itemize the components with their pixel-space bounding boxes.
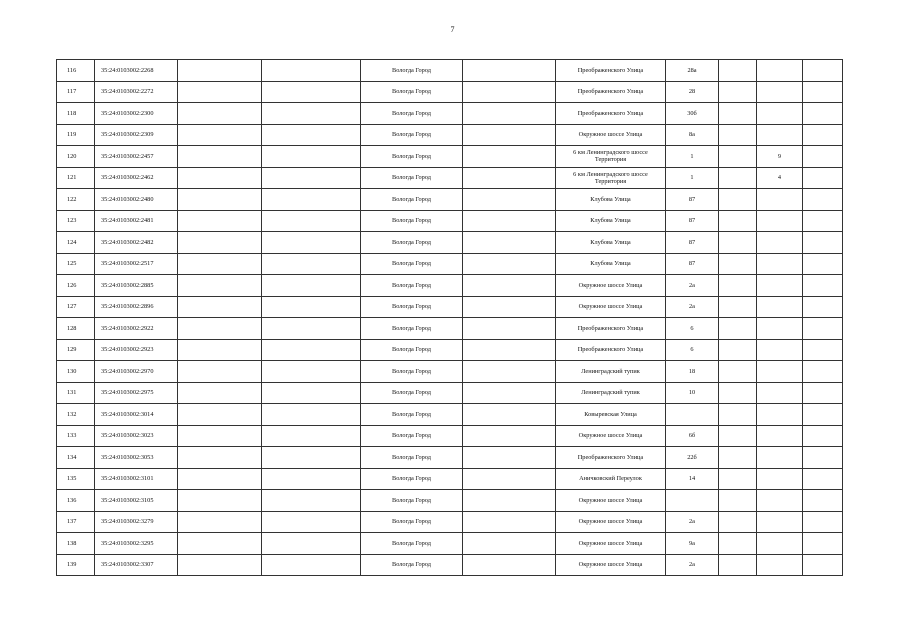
cell-col-6 bbox=[463, 232, 556, 254]
cell-col-6 bbox=[463, 210, 556, 232]
cell-street: Аничковский Переулок bbox=[556, 468, 666, 490]
table-row bbox=[57, 361, 843, 383]
cell-locality: Вологда Город bbox=[361, 361, 463, 383]
cell-col-11 bbox=[803, 167, 843, 189]
cell-row-number: 118 bbox=[57, 103, 95, 125]
table-row bbox=[57, 425, 843, 447]
cell-house-number: 87 bbox=[666, 189, 719, 211]
cell-col-6 bbox=[463, 124, 556, 146]
cell-street: Окружное шоссе Улица bbox=[556, 490, 666, 512]
cell-col-4 bbox=[262, 339, 361, 361]
table-row bbox=[57, 554, 843, 576]
cell-row-number: 119 bbox=[57, 124, 95, 146]
cell-col-4 bbox=[262, 253, 361, 275]
cell-locality: Вологда Город bbox=[361, 490, 463, 512]
cell-row-number: 130 bbox=[57, 361, 95, 383]
cell-col-4 bbox=[262, 533, 361, 555]
cell-cadastral-number: 35:24:0103002:2272 bbox=[95, 81, 178, 103]
cell-col-3 bbox=[178, 60, 262, 82]
cell-col-9 bbox=[719, 425, 757, 447]
cell-col-11 bbox=[803, 189, 843, 211]
cell-col-4 bbox=[262, 275, 361, 297]
cell-apartment-number bbox=[757, 468, 803, 490]
cell-locality: Вологда Город bbox=[361, 533, 463, 555]
cell-cadastral-number: 35:24:0103002:2922 bbox=[95, 318, 178, 340]
cell-house-number: 28а bbox=[666, 60, 719, 82]
cell-cadastral-number: 35:24:0103002:2970 bbox=[95, 361, 178, 383]
cell-street: 6 км Ленинградского шоссе Территория bbox=[556, 146, 666, 168]
cell-locality: Вологда Город bbox=[361, 318, 463, 340]
cell-col-6 bbox=[463, 533, 556, 555]
cell-cadastral-number: 35:24:0103002:3023 bbox=[95, 425, 178, 447]
cell-col-9 bbox=[719, 468, 757, 490]
table-row bbox=[57, 511, 843, 533]
cell-house-number: 9а bbox=[666, 533, 719, 555]
cell-house-number: 87 bbox=[666, 210, 719, 232]
cell-col-11 bbox=[803, 468, 843, 490]
cell-apartment-number bbox=[757, 404, 803, 426]
cell-cadastral-number: 35:24:0103002:2480 bbox=[95, 189, 178, 211]
cell-cadastral-number: 35:24:0103002:2517 bbox=[95, 253, 178, 275]
cell-street: Окружное шоссе Улица bbox=[556, 554, 666, 576]
cell-cadastral-number: 35:24:0103002:2457 bbox=[95, 146, 178, 168]
page-number: 7 bbox=[450, 25, 455, 34]
cell-col-4 bbox=[262, 404, 361, 426]
cell-cadastral-number: 35:24:0103002:2482 bbox=[95, 232, 178, 254]
cell-col-4 bbox=[262, 296, 361, 318]
cell-row-number: 126 bbox=[57, 275, 95, 297]
cell-row-number: 123 bbox=[57, 210, 95, 232]
cell-row-number: 134 bbox=[57, 447, 95, 469]
cell-cadastral-number: 35:24:0103002:2923 bbox=[95, 339, 178, 361]
cell-col-4 bbox=[262, 425, 361, 447]
cell-col-6 bbox=[463, 146, 556, 168]
cell-row-number: 127 bbox=[57, 296, 95, 318]
cell-col-6 bbox=[463, 253, 556, 275]
cell-row-number: 135 bbox=[57, 468, 95, 490]
cell-col-9 bbox=[719, 232, 757, 254]
cell-row-number: 117 bbox=[57, 81, 95, 103]
cell-locality: Вологда Город bbox=[361, 60, 463, 82]
cell-col-6 bbox=[463, 339, 556, 361]
cell-row-number: 136 bbox=[57, 490, 95, 512]
table-row bbox=[57, 189, 843, 211]
cell-house-number: 87 bbox=[666, 232, 719, 254]
cell-col-3 bbox=[178, 361, 262, 383]
cell-col-3 bbox=[178, 447, 262, 469]
cell-col-6 bbox=[463, 60, 556, 82]
cell-col-3 bbox=[178, 103, 262, 125]
cell-col-11 bbox=[803, 210, 843, 232]
cell-col-4 bbox=[262, 511, 361, 533]
cell-col-6 bbox=[463, 81, 556, 103]
cell-col-9 bbox=[719, 210, 757, 232]
cell-col-3 bbox=[178, 253, 262, 275]
cell-locality: Вологда Город bbox=[361, 447, 463, 469]
cell-col-11 bbox=[803, 382, 843, 404]
cell-col-11 bbox=[803, 511, 843, 533]
cell-col-9 bbox=[719, 361, 757, 383]
table-row bbox=[57, 60, 843, 82]
cell-cadastral-number: 35:24:0103002:3105 bbox=[95, 490, 178, 512]
cell-locality: Вологда Город bbox=[361, 511, 463, 533]
cell-row-number: 132 bbox=[57, 404, 95, 426]
cell-house-number bbox=[666, 404, 719, 426]
cell-apartment-number bbox=[757, 361, 803, 383]
cell-house-number: 22б bbox=[666, 447, 719, 469]
cell-street: Окружное шоссе Улица bbox=[556, 275, 666, 297]
cell-street: Преображенского Улица bbox=[556, 447, 666, 469]
cell-col-3 bbox=[178, 146, 262, 168]
cell-col-3 bbox=[178, 511, 262, 533]
cell-row-number: 128 bbox=[57, 318, 95, 340]
cell-house-number: 14 bbox=[666, 468, 719, 490]
cell-col-11 bbox=[803, 318, 843, 340]
cell-locality: Вологда Город bbox=[361, 124, 463, 146]
cell-cadastral-number: 35:24:0103002:2975 bbox=[95, 382, 178, 404]
cell-locality: Вологда Город bbox=[361, 167, 463, 189]
cell-col-11 bbox=[803, 60, 843, 82]
cell-locality: Вологда Город bbox=[361, 232, 463, 254]
cell-col-9 bbox=[719, 253, 757, 275]
cell-col-9 bbox=[719, 103, 757, 125]
cell-locality: Вологда Город bbox=[361, 382, 463, 404]
cell-col-11 bbox=[803, 296, 843, 318]
cell-street: 6 км Ленинградского шоссе Территория bbox=[556, 167, 666, 189]
cell-street: Окружное шоссе Улица bbox=[556, 124, 666, 146]
cell-apartment-number bbox=[757, 296, 803, 318]
cell-row-number: 129 bbox=[57, 339, 95, 361]
cell-col-9 bbox=[719, 339, 757, 361]
cell-apartment-number: 9 bbox=[757, 146, 803, 168]
cell-cadastral-number: 35:24:0103002:2309 bbox=[95, 124, 178, 146]
cell-col-3 bbox=[178, 189, 262, 211]
cell-col-6 bbox=[463, 275, 556, 297]
cell-street: Клубова Улица bbox=[556, 253, 666, 275]
cell-col-6 bbox=[463, 447, 556, 469]
cell-row-number: 139 bbox=[57, 554, 95, 576]
cell-col-6 bbox=[463, 468, 556, 490]
cell-col-3 bbox=[178, 232, 262, 254]
cell-col-3 bbox=[178, 533, 262, 555]
cell-col-9 bbox=[719, 382, 757, 404]
cell-col-3 bbox=[178, 425, 262, 447]
cell-col-4 bbox=[262, 210, 361, 232]
cell-street: Ковыревская Улица bbox=[556, 404, 666, 426]
cell-col-11 bbox=[803, 253, 843, 275]
cell-col-4 bbox=[262, 167, 361, 189]
cell-street: Преображенского Улица bbox=[556, 60, 666, 82]
cell-col-4 bbox=[262, 81, 361, 103]
cell-col-4 bbox=[262, 232, 361, 254]
cell-street: Окружное шоссе Улица bbox=[556, 511, 666, 533]
cell-locality: Вологда Город bbox=[361, 103, 463, 125]
cell-col-3 bbox=[178, 167, 262, 189]
cell-col-6 bbox=[463, 361, 556, 383]
cell-col-9 bbox=[719, 167, 757, 189]
cell-col-6 bbox=[463, 511, 556, 533]
cell-apartment-number bbox=[757, 81, 803, 103]
cell-col-6 bbox=[463, 490, 556, 512]
cell-house-number: 2а bbox=[666, 296, 719, 318]
table-row bbox=[57, 81, 843, 103]
cell-cadastral-number: 35:24:0103002:2268 bbox=[95, 60, 178, 82]
cell-col-11 bbox=[803, 425, 843, 447]
cell-cadastral-number: 35:24:0103002:2300 bbox=[95, 103, 178, 125]
cell-cadastral-number: 35:24:0103002:2481 bbox=[95, 210, 178, 232]
cell-house-number: 18 bbox=[666, 361, 719, 383]
cell-locality: Вологда Город bbox=[361, 81, 463, 103]
cell-apartment-number bbox=[757, 382, 803, 404]
cell-street: Клубова Улица bbox=[556, 232, 666, 254]
cell-house-number: 1 bbox=[666, 167, 719, 189]
cell-col-4 bbox=[262, 60, 361, 82]
cell-col-11 bbox=[803, 554, 843, 576]
cell-col-4 bbox=[262, 361, 361, 383]
cell-col-4 bbox=[262, 146, 361, 168]
cell-street: Окружное шоссе Улица bbox=[556, 533, 666, 555]
cell-col-11 bbox=[803, 275, 843, 297]
cell-locality: Вологда Город bbox=[361, 146, 463, 168]
cell-house-number: 1 bbox=[666, 146, 719, 168]
cell-locality: Вологда Город bbox=[361, 554, 463, 576]
cell-locality: Вологда Город bbox=[361, 339, 463, 361]
table-row bbox=[57, 404, 843, 426]
cell-col-9 bbox=[719, 318, 757, 340]
cell-col-11 bbox=[803, 447, 843, 469]
cell-col-11 bbox=[803, 490, 843, 512]
cell-cadastral-number: 35:24:0103002:3101 bbox=[95, 468, 178, 490]
cell-col-3 bbox=[178, 124, 262, 146]
cell-street: Окружное шоссе Улица bbox=[556, 425, 666, 447]
cell-apartment-number bbox=[757, 554, 803, 576]
cell-street: Преображенского Улица bbox=[556, 81, 666, 103]
cell-house-number bbox=[666, 490, 719, 512]
cell-street: Преображенского Улица bbox=[556, 339, 666, 361]
cell-apartment-number bbox=[757, 511, 803, 533]
cell-house-number: 6б bbox=[666, 425, 719, 447]
cell-apartment-number bbox=[757, 124, 803, 146]
cell-col-3 bbox=[178, 339, 262, 361]
cell-col-6 bbox=[463, 167, 556, 189]
cell-col-9 bbox=[719, 81, 757, 103]
cell-apartment-number bbox=[757, 253, 803, 275]
cell-col-4 bbox=[262, 554, 361, 576]
cell-apartment-number bbox=[757, 103, 803, 125]
cell-apartment-number bbox=[757, 60, 803, 82]
cell-col-9 bbox=[719, 296, 757, 318]
cell-cadastral-number: 35:24:0103002:3053 bbox=[95, 447, 178, 469]
cell-col-9 bbox=[719, 533, 757, 555]
cell-apartment-number bbox=[757, 318, 803, 340]
cell-col-11 bbox=[803, 533, 843, 555]
cell-col-11 bbox=[803, 146, 843, 168]
cell-locality: Вологда Город bbox=[361, 189, 463, 211]
cell-col-3 bbox=[178, 382, 262, 404]
cell-col-4 bbox=[262, 490, 361, 512]
cell-row-number: 120 bbox=[57, 146, 95, 168]
cell-apartment-number bbox=[757, 339, 803, 361]
cell-locality: Вологда Город bbox=[361, 253, 463, 275]
cell-apartment-number bbox=[757, 210, 803, 232]
cell-row-number: 125 bbox=[57, 253, 95, 275]
cell-col-9 bbox=[719, 511, 757, 533]
cell-col-4 bbox=[262, 318, 361, 340]
table-row bbox=[57, 318, 843, 340]
cell-col-3 bbox=[178, 210, 262, 232]
cell-col-11 bbox=[803, 404, 843, 426]
cell-col-4 bbox=[262, 447, 361, 469]
cell-col-9 bbox=[719, 189, 757, 211]
cell-street: Ленинградский тупик bbox=[556, 361, 666, 383]
cell-col-4 bbox=[262, 468, 361, 490]
cell-col-9 bbox=[719, 146, 757, 168]
cell-row-number: 133 bbox=[57, 425, 95, 447]
table-row bbox=[57, 382, 843, 404]
cell-house-number: 10 bbox=[666, 382, 719, 404]
cell-col-3 bbox=[178, 554, 262, 576]
cell-row-number: 122 bbox=[57, 189, 95, 211]
table-row bbox=[57, 253, 843, 275]
table-row bbox=[57, 533, 843, 555]
cell-house-number: 2а bbox=[666, 554, 719, 576]
cell-house-number: 8а bbox=[666, 124, 719, 146]
cell-col-3 bbox=[178, 490, 262, 512]
cell-cadastral-number: 35:24:0103002:3279 bbox=[95, 511, 178, 533]
table-row bbox=[57, 296, 843, 318]
cell-apartment-number bbox=[757, 189, 803, 211]
cell-col-9 bbox=[719, 404, 757, 426]
cell-cadastral-number: 35:24:0103002:2462 bbox=[95, 167, 178, 189]
cell-street: Окружное шоссе Улица bbox=[556, 296, 666, 318]
table-row bbox=[57, 232, 843, 254]
cell-apartment-number bbox=[757, 533, 803, 555]
cell-house-number: 2а bbox=[666, 511, 719, 533]
cell-col-3 bbox=[178, 81, 262, 103]
table-row bbox=[57, 490, 843, 512]
table-row bbox=[57, 167, 843, 189]
cell-locality: Вологда Город bbox=[361, 468, 463, 490]
cell-cadastral-number: 35:24:0103002:3307 bbox=[95, 554, 178, 576]
cell-locality: Вологда Город bbox=[361, 296, 463, 318]
cell-col-4 bbox=[262, 124, 361, 146]
cell-col-4 bbox=[262, 382, 361, 404]
cell-apartment-number: 4 bbox=[757, 167, 803, 189]
cell-street: Преображенского Улица bbox=[556, 318, 666, 340]
cell-cadastral-number: 35:24:0103002:2896 bbox=[95, 296, 178, 318]
cell-apartment-number bbox=[757, 425, 803, 447]
cell-col-9 bbox=[719, 554, 757, 576]
cell-apartment-number bbox=[757, 447, 803, 469]
cell-col-4 bbox=[262, 103, 361, 125]
cell-col-11 bbox=[803, 232, 843, 254]
cell-row-number: 138 bbox=[57, 533, 95, 555]
cell-street: Ленинградский тупик bbox=[556, 382, 666, 404]
cell-locality: Вологда Город bbox=[361, 425, 463, 447]
cell-row-number: 124 bbox=[57, 232, 95, 254]
cell-col-3 bbox=[178, 318, 262, 340]
cell-locality: Вологда Город bbox=[361, 210, 463, 232]
cell-house-number: 2а bbox=[666, 275, 719, 297]
cell-house-number: 6 bbox=[666, 318, 719, 340]
cell-row-number: 137 bbox=[57, 511, 95, 533]
cell-col-9 bbox=[719, 447, 757, 469]
cell-col-6 bbox=[463, 404, 556, 426]
table-row bbox=[57, 124, 843, 146]
cell-locality: Вологда Город bbox=[361, 275, 463, 297]
cell-col-6 bbox=[463, 425, 556, 447]
cell-cadastral-number: 35:24:0103002:3295 bbox=[95, 533, 178, 555]
table-row bbox=[57, 103, 843, 125]
cell-col-11 bbox=[803, 361, 843, 383]
cell-street: Преображенского Улица bbox=[556, 103, 666, 125]
cell-col-11 bbox=[803, 81, 843, 103]
table-row bbox=[57, 447, 843, 469]
cell-house-number: 28 bbox=[666, 81, 719, 103]
cell-street: Клубова Улица bbox=[556, 210, 666, 232]
table-row bbox=[57, 210, 843, 232]
cell-col-3 bbox=[178, 404, 262, 426]
cell-house-number: 87 bbox=[666, 253, 719, 275]
cell-col-6 bbox=[463, 296, 556, 318]
cell-col-6 bbox=[463, 382, 556, 404]
cell-col-9 bbox=[719, 60, 757, 82]
cell-col-3 bbox=[178, 468, 262, 490]
cell-row-number: 121 bbox=[57, 167, 95, 189]
cell-apartment-number bbox=[757, 490, 803, 512]
cell-col-6 bbox=[463, 318, 556, 340]
cell-house-number: 6 bbox=[666, 339, 719, 361]
cell-cadastral-number: 35:24:0103002:2885 bbox=[95, 275, 178, 297]
table-row bbox=[57, 275, 843, 297]
cell-col-6 bbox=[463, 554, 556, 576]
cell-col-3 bbox=[178, 296, 262, 318]
table-row bbox=[57, 339, 843, 361]
cell-street: Клубова Улица bbox=[556, 189, 666, 211]
cell-col-4 bbox=[262, 189, 361, 211]
cell-house-number: 30б bbox=[666, 103, 719, 125]
cell-row-number: 116 bbox=[57, 60, 95, 82]
cell-col-3 bbox=[178, 275, 262, 297]
cell-col-9 bbox=[719, 490, 757, 512]
cell-col-9 bbox=[719, 275, 757, 297]
cell-col-11 bbox=[803, 124, 843, 146]
cell-col-6 bbox=[463, 103, 556, 125]
cell-col-6 bbox=[463, 189, 556, 211]
cell-apartment-number bbox=[757, 275, 803, 297]
cell-apartment-number bbox=[757, 232, 803, 254]
cell-cadastral-number: 35:24:0103002:3014 bbox=[95, 404, 178, 426]
cell-col-11 bbox=[803, 103, 843, 125]
table-row bbox=[57, 468, 843, 490]
cell-col-11 bbox=[803, 339, 843, 361]
table-row bbox=[57, 146, 843, 168]
cell-col-9 bbox=[719, 124, 757, 146]
registry-table bbox=[56, 59, 843, 576]
cell-row-number: 131 bbox=[57, 382, 95, 404]
cell-locality: Вологда Город bbox=[361, 404, 463, 426]
